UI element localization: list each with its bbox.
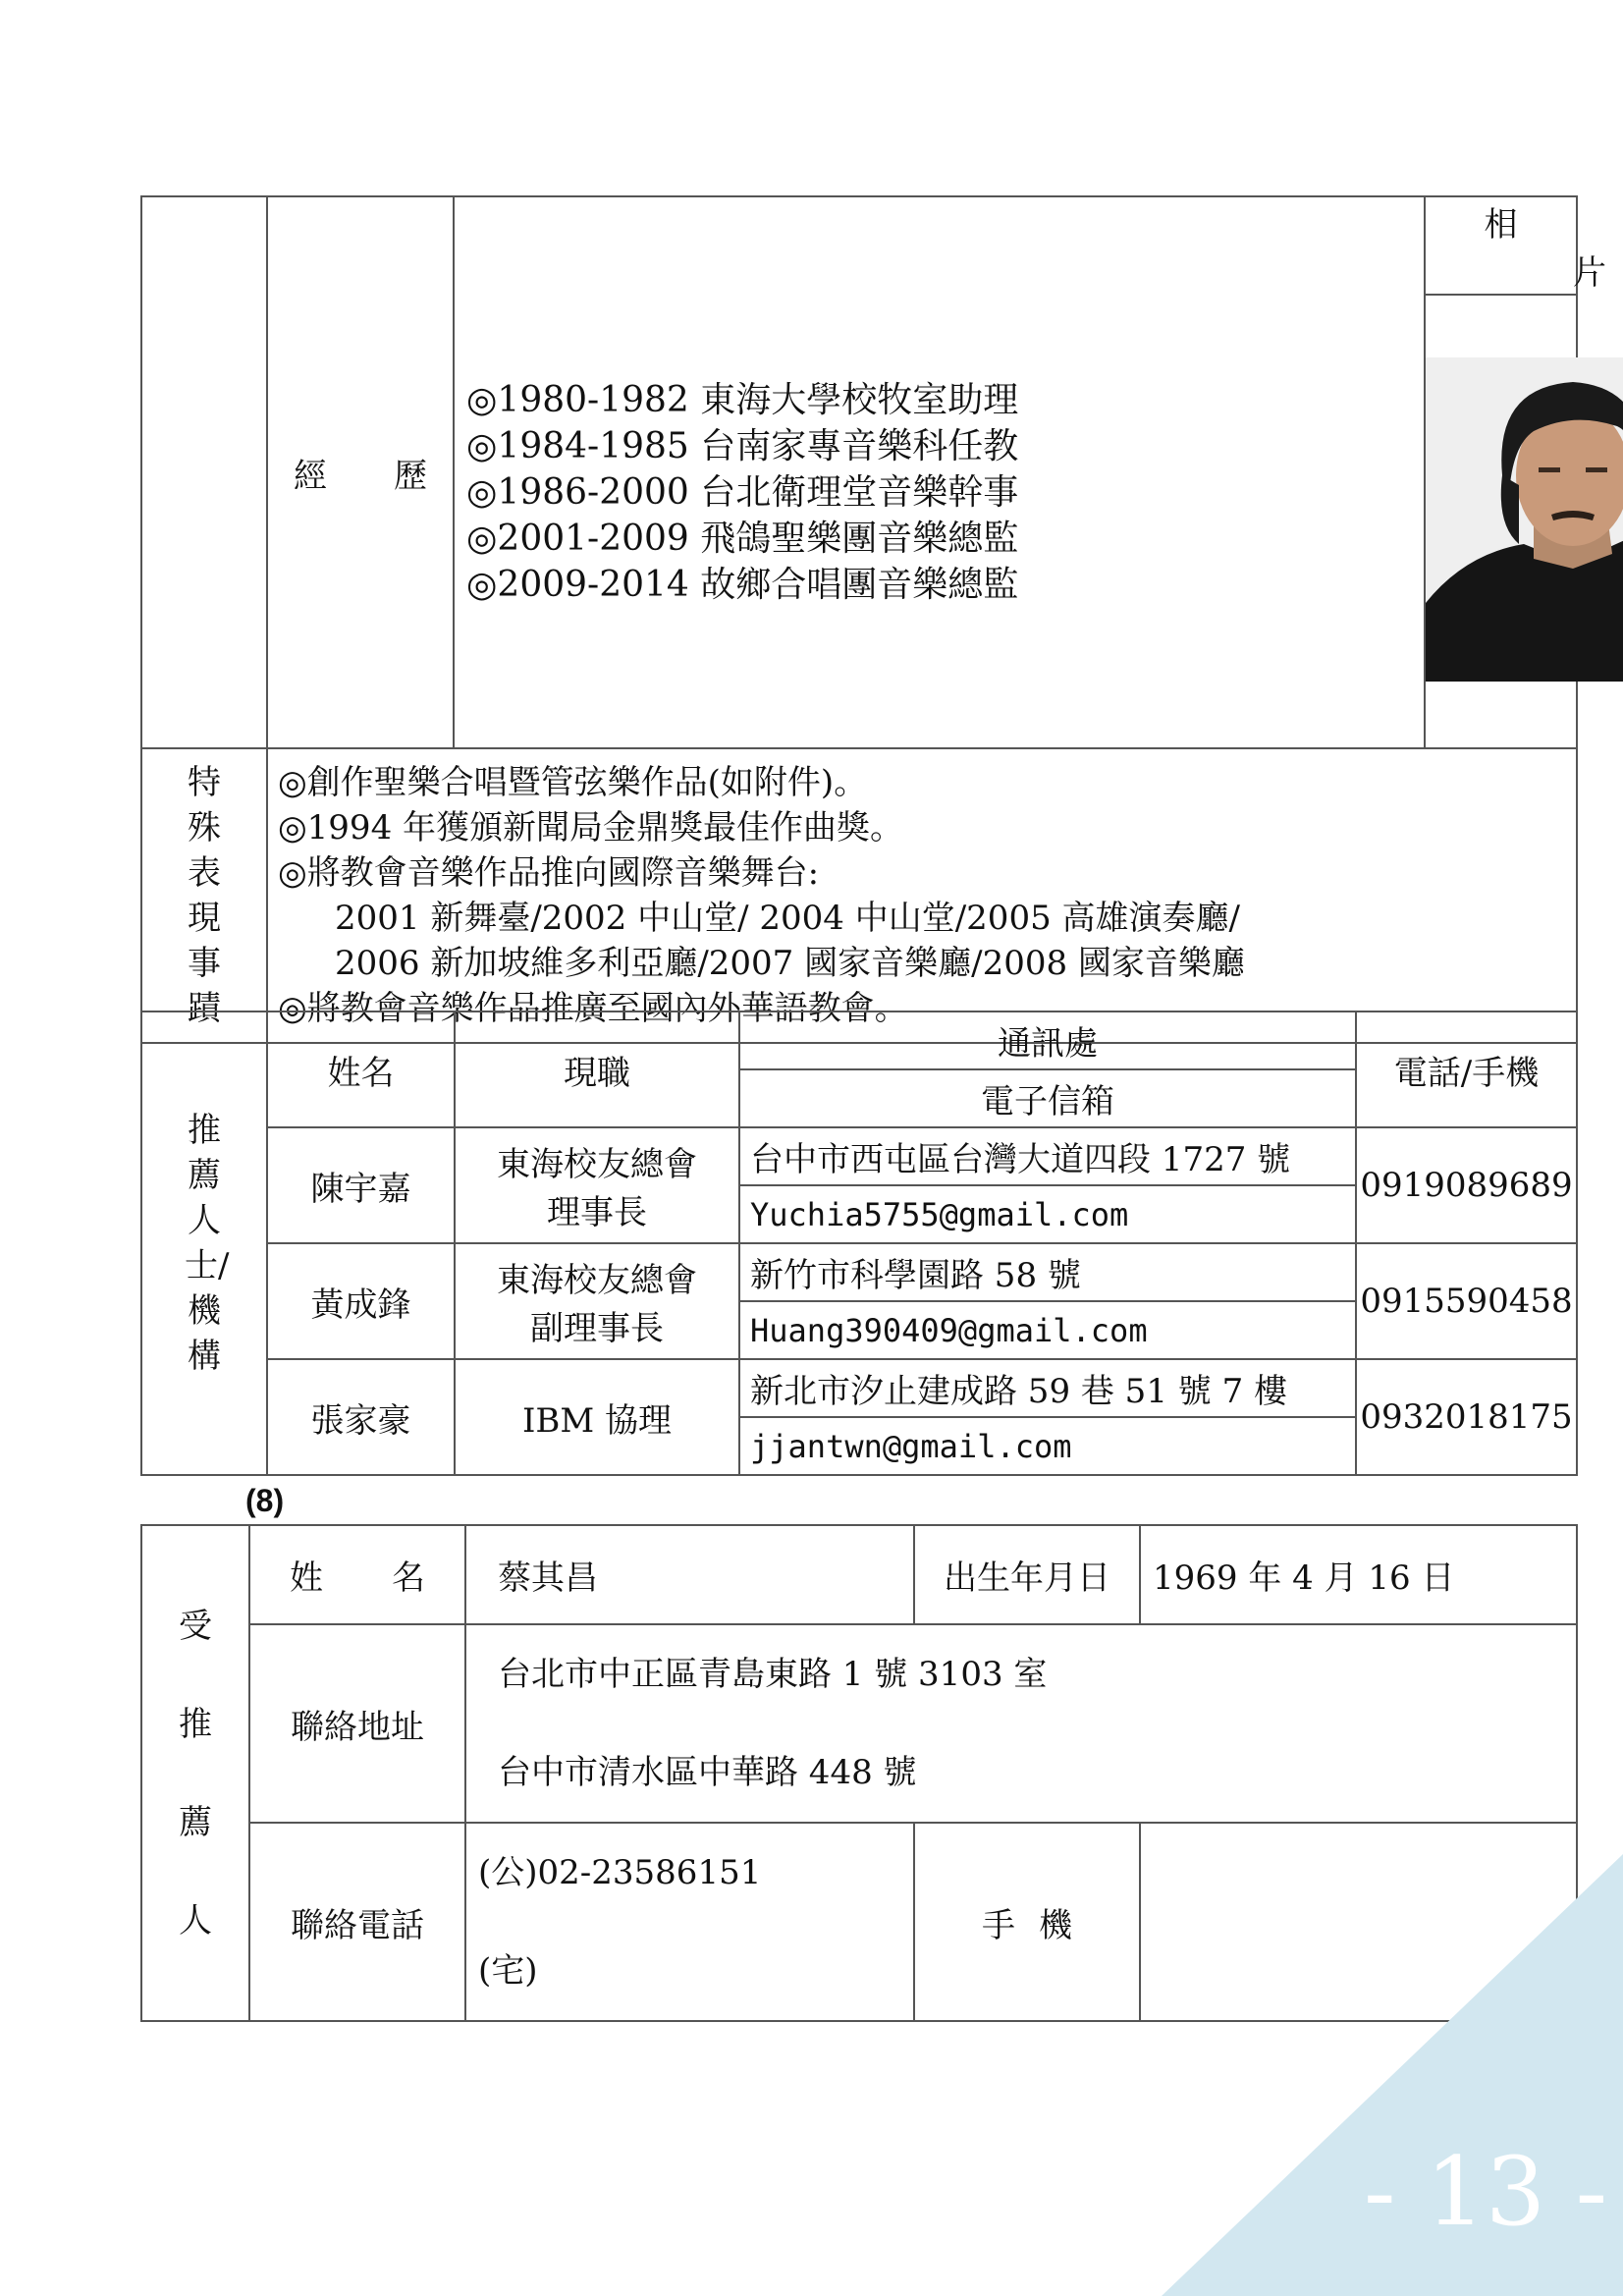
- recommender-email: Yuchia5755@gmail.com: [739, 1185, 1356, 1243]
- special-line: ◎將教會音樂作品推向國際音樂舞台:: [278, 853, 820, 893]
- recommender-name: 張家豪: [267, 1359, 455, 1475]
- header-address: 通訊處: [739, 1011, 1356, 1069]
- header-name: 姓名: [267, 1011, 455, 1127]
- special-line: 2001 新舞臺/2002 中山堂/ 2004 中山堂/2005 高雄演奏廳/: [335, 899, 1240, 938]
- resume-table: [140, 195, 1607, 1044]
- recommender-phone: 0915590458: [1356, 1243, 1577, 1359]
- recommender-email: jjantwn@gmail.com: [739, 1417, 1356, 1475]
- recommender-name: 黃成鋒: [267, 1243, 455, 1359]
- experience-item: ◎2001-2009 飛鴿聖樂團音樂總監: [466, 518, 1019, 559]
- recommender-position: 東海校友總會 理事長: [455, 1127, 739, 1243]
- recommender-address: 台中市西屯區台灣大道四段 1727 號: [739, 1127, 1356, 1185]
- special-line: ◎1994 年獲頒新聞局金鼎獎最佳作曲獎。: [278, 808, 904, 847]
- header-email: 電子信箱: [739, 1069, 1356, 1127]
- dob-label: 出生年月日: [914, 1525, 1140, 1624]
- special-line: ◎將教會音樂作品推廣至國內外華語教會。: [278, 989, 908, 1028]
- experience-item: ◎1986-2000 台北衛理堂音樂幹事: [466, 471, 1019, 513]
- office-phone: (公)02-23586151: [478, 1853, 762, 1892]
- experience-item: ◎2009-2014 故鄉合唱團音樂總監: [466, 564, 1019, 605]
- header-phone: 電話/手機: [1356, 1011, 1577, 1127]
- photo-label: 相片: [1425, 196, 1577, 295]
- address-line: 台中市清水區中華路 448 號: [498, 1753, 917, 1792]
- section-number: (8): [245, 1483, 285, 1518]
- header-position: 現職: [455, 1011, 739, 1127]
- experience-list: [454, 196, 1425, 748]
- nominee-phone: [465, 1823, 914, 2021]
- recommender-position: 東海校友總會 副理事長: [455, 1243, 739, 1359]
- page-number: - 13 -: [1363, 2137, 1607, 2247]
- experience-item: ◎1984-1985 台南家專音樂科任教: [466, 425, 1019, 466]
- address-line: 台北市中正區青島東路 1 號 3103 室: [498, 1655, 1048, 1694]
- blank-cell: [141, 196, 267, 748]
- portrait-photo: [1426, 357, 1623, 682]
- recommender-address: 新竹市科學園路 58 號: [739, 1243, 1356, 1301]
- home-phone: (宅): [478, 1951, 538, 1991]
- address-label: 聯絡地址: [249, 1624, 465, 1823]
- recommender-label: 推薦人士/機構: [141, 1011, 267, 1475]
- recommender-table: [140, 1011, 1578, 1476]
- experience-label: 經 歷: [267, 196, 454, 748]
- nominee-label: 受 推 薦 人: [141, 1525, 249, 2021]
- nominee-dob: 1969 年 4 月 16 日: [1140, 1525, 1577, 1624]
- special-line: 2006 新加坡維多利亞廳/2007 國家音樂廳/2008 國家音樂廳: [335, 944, 1245, 983]
- special-label: 特殊表現事蹟: [141, 748, 267, 1043]
- experience-item: ◎1980-1982 東海大學校牧室助理: [466, 379, 1019, 420]
- recommender-name: 陳宇嘉: [267, 1127, 455, 1243]
- nominee-name: 蔡其昌: [465, 1525, 914, 1624]
- recommender-phone: 0919089689: [1356, 1127, 1577, 1243]
- recommender-position: IBM 協理: [455, 1359, 739, 1475]
- name-label: 姓 名: [249, 1525, 465, 1624]
- special-line: ◎創作聖樂合唱暨管弦樂作品(如附件)。: [278, 763, 868, 802]
- recommender-phone: 0932018175: [1356, 1359, 1577, 1475]
- special-content: [267, 748, 1577, 1043]
- photo-cell: [1425, 295, 1577, 748]
- phone-label: 聯絡電話: [249, 1823, 465, 2021]
- recommender-email: Huang390409@gmail.com: [739, 1301, 1356, 1359]
- recommender-address: 新北市汐止建成路 59 巷 51 號 7 樓: [739, 1359, 1356, 1417]
- nominee-address: [465, 1624, 1577, 1823]
- mobile-label: 手 機: [914, 1823, 1140, 2021]
